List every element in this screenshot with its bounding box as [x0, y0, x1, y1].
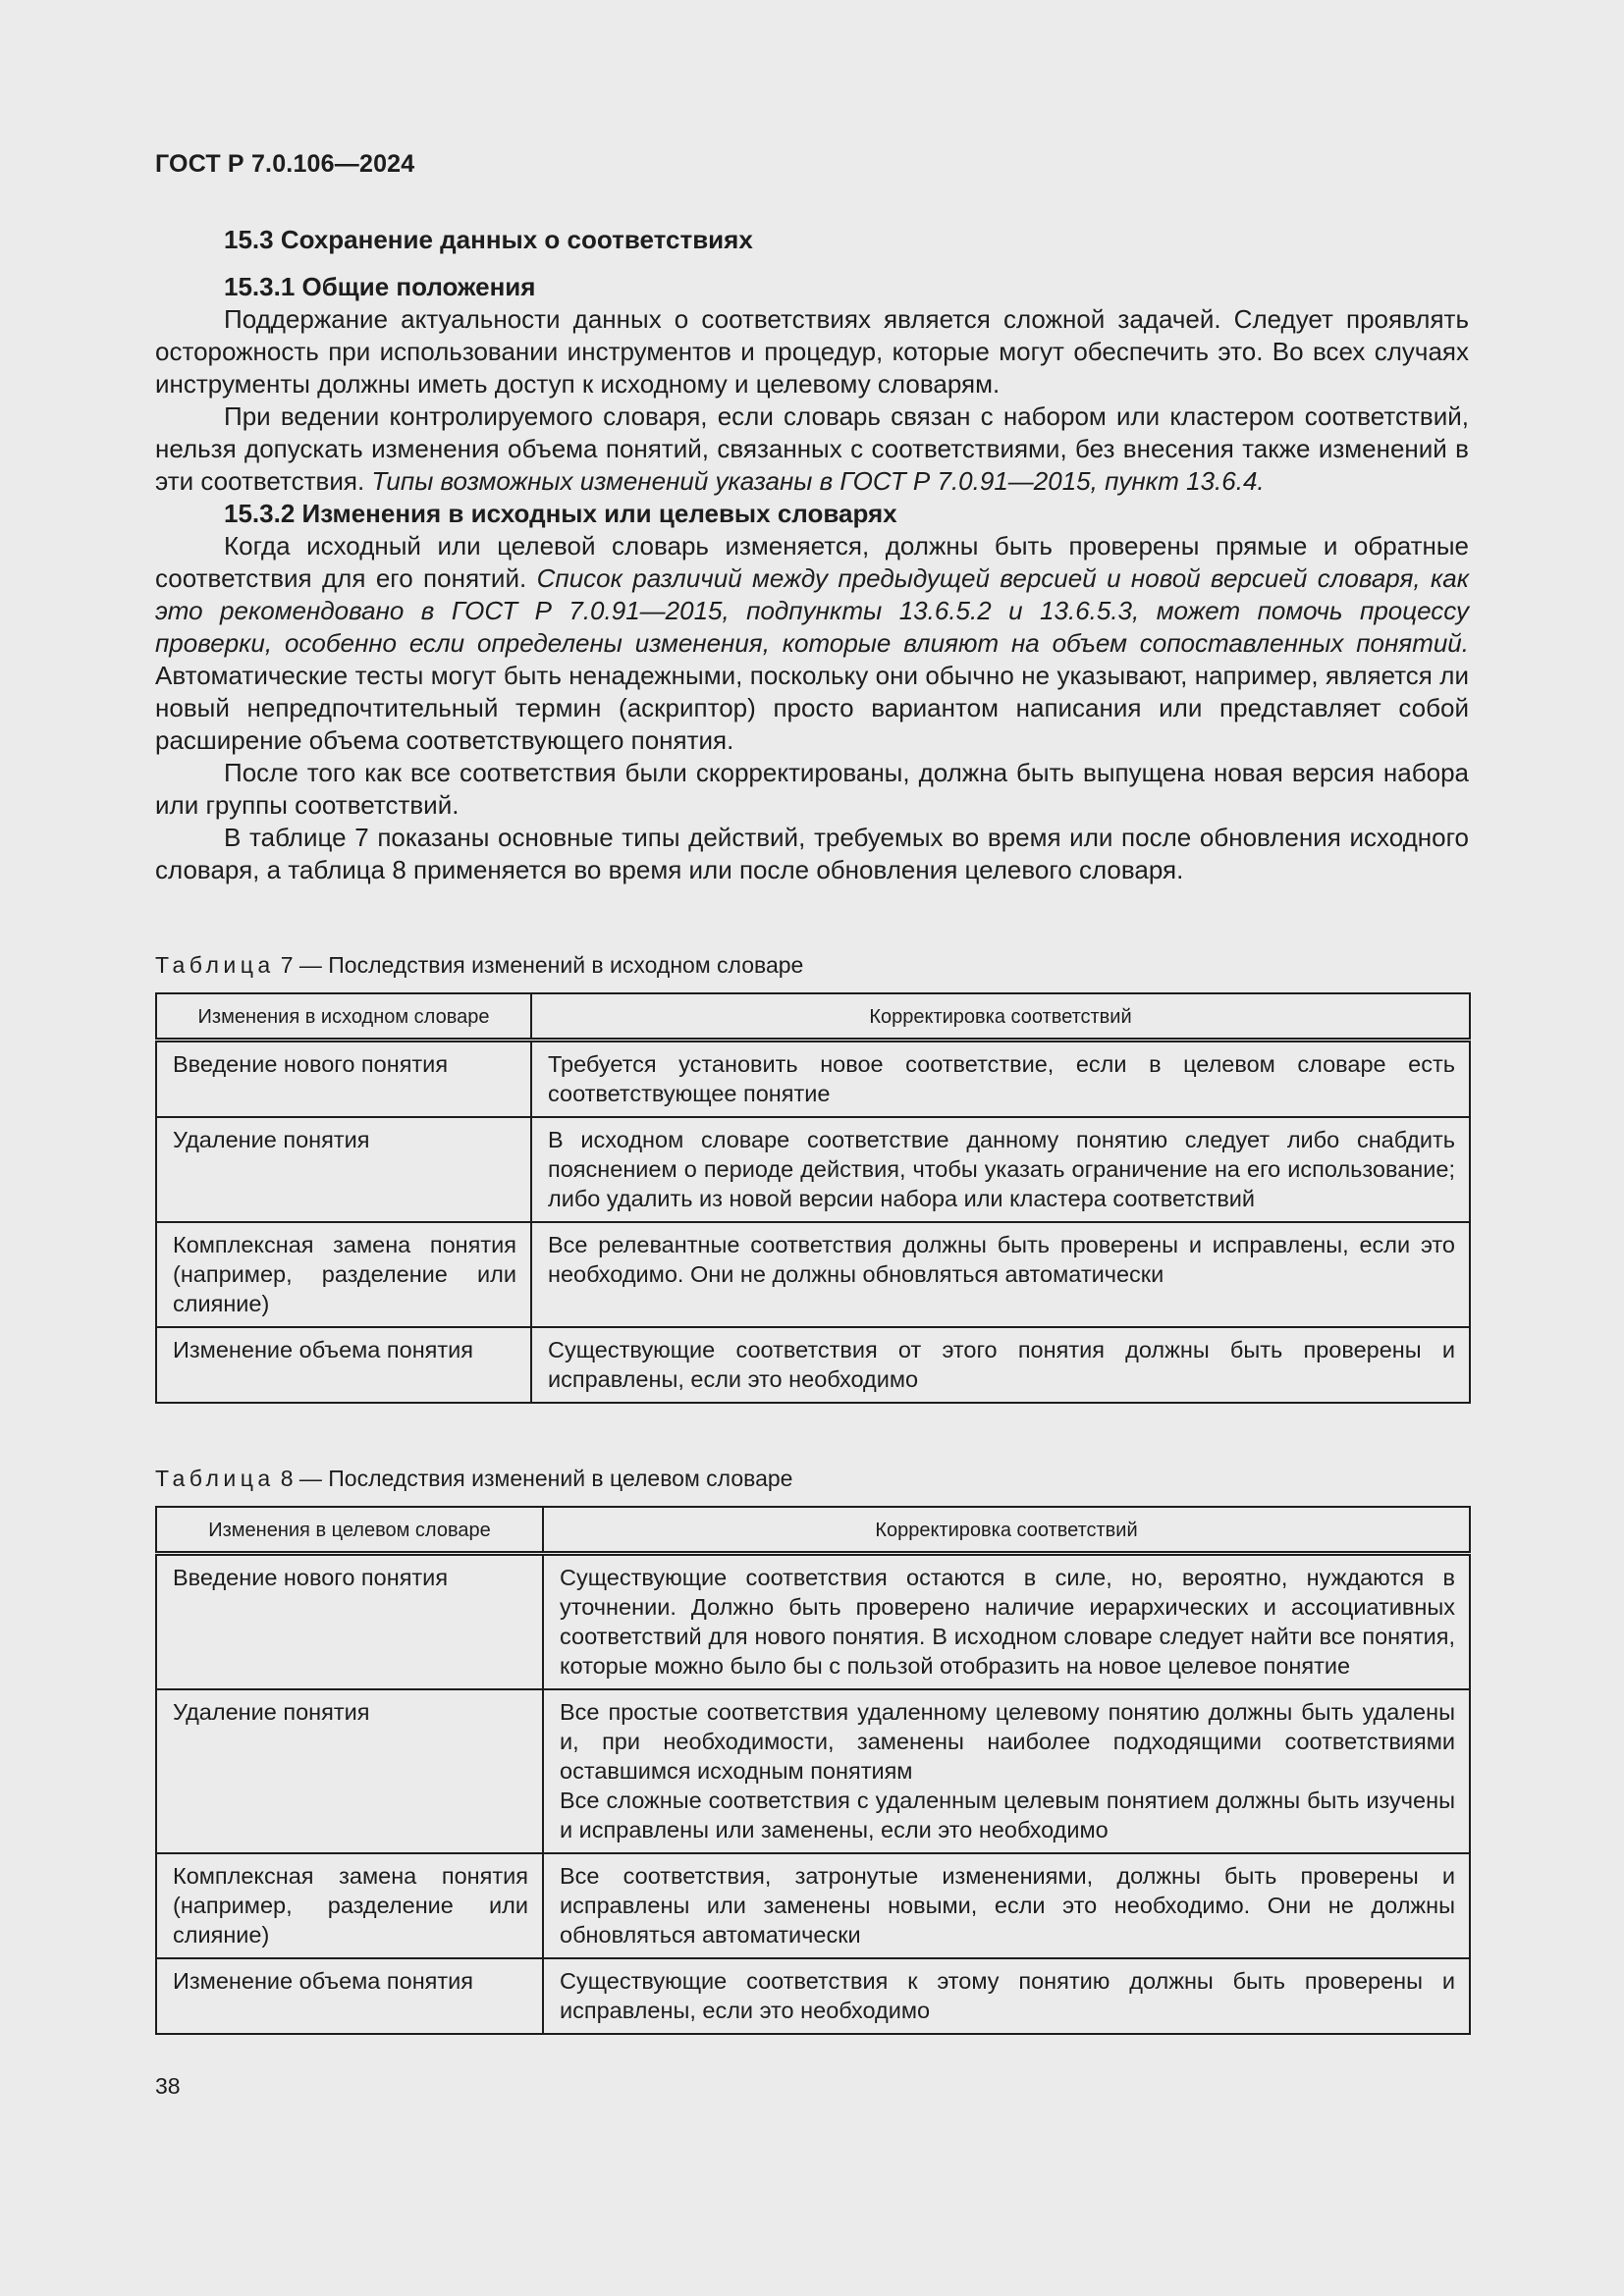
table-7-caption-text: 7 — Последствия изменений в исходном словаре — [280, 952, 804, 978]
paragraph-2-italic: Типы возможных изменений указаны в ГОСТ Р 7.0.91—2015, пункт 13.6.4. — [371, 466, 1265, 496]
table-cell: Существующие соответствия остаются в силе, но, вероятно, нуждаются в уточнении. Должно быть проверено наличие иерархических и ассоциативных соответствий для нового понятия. В исходном словаре следует найти все понятия, которые можно было бы с пользой отобразить на новое целевое понятие — [543, 1554, 1470, 1690]
table-cell: Существующие соответствия от этого понятия должны быть проверены и исправлены, если это необходимо — [531, 1327, 1470, 1403]
paragraph-3-text-c: Автоматические тесты могут быть ненадежными, поскольку они обычно не указывают, например, является ли новый непредпочтительный термин (аскриптор) просто вариантом написания или представляет собой расширение объема соответствующего понятия. — [155, 661, 1469, 755]
page-number: 38 — [155, 2073, 181, 2099]
table-8-caption-word: Таблица — [155, 1466, 275, 1491]
table-cell: Удаление понятия — [156, 1689, 543, 1853]
table-header-cell: Корректировка соответствий — [543, 1507, 1470, 1554]
table-7-caption — [155, 950, 803, 980]
table-row — [156, 1958, 1470, 2034]
table-header-cell: Корректировка соответствий — [531, 993, 1470, 1041]
table-row — [156, 1853, 1470, 1958]
paragraph-3-italic: Список различий между предыдущей версией и новой версией словаря, как это рекомендовано в ГОСТ Р 7.0.91—2015, подпункты 13.6.5.2 и 13.6.5.3, может помочь процессу проверки, особенно если определены изменения, которые влияют на объем сопоставленных понятий. — [155, 563, 1469, 658]
table-cell-paragraph: Все простые соответствия удаленному целевому понятию должны быть удалены и, при необходимости, заменены наиболее подходящими соответствиями оставшимся исходным понятиям — [560, 1699, 1455, 1784]
table-cell — [543, 1689, 1470, 1853]
table-cell: Введение нового понятия — [156, 1554, 543, 1690]
table-row — [156, 1689, 1470, 1853]
table-row — [156, 1554, 1470, 1690]
table-8 — [155, 1506, 1471, 2035]
table-8-caption — [155, 1464, 792, 1493]
table-header-cell: Изменения в целевом словаре — [156, 1507, 543, 1554]
table-row — [156, 1117, 1470, 1222]
table-cell: Изменение объема понятия — [156, 1958, 543, 2034]
paragraph-1: Поддержание актуальности данных о соответствиях является сложной задачей. Следует проявлять осторожность при использовании инструментов и процедур, которые могут обеспечить это. Во всех случаях инструменты должны иметь доступ к исходному и целевому словарям. — [155, 304, 1469, 399]
paragraph-4: После того как все соответствия были скорректированы, должна быть выпущена новая версия набора или группы соответствий. — [155, 758, 1469, 820]
table-7 — [155, 992, 1471, 1404]
table-header-row — [156, 1507, 1470, 1554]
table-cell: Все релевантные соответствия должны быть проверены и исправлены, если это необходимо. Они не должны обновляться автоматически — [531, 1222, 1470, 1327]
paragraph-2-text: При ведении контролируемого словаря, если словарь связан с набором или кластером соответствий, нельзя допускать изменения объема понятий, связанных с соответствиями, без внесения также изменений в эти соответствия. — [155, 401, 1469, 496]
table-7-caption-word: Таблица — [155, 952, 275, 978]
table-cell: Комплексная замена понятия (например, разделение или слияние) — [156, 1853, 543, 1958]
table-cell: В исходном словаре соответствие данному понятию следует либо снабдить пояснением о периоде действия, чтобы указать ограничение на его использование; либо удалить из новой версии набора или кластера соответствий — [531, 1117, 1470, 1222]
section-heading-15-3: 15.3 Сохранение данных о соответствиях — [224, 225, 753, 254]
document-code: ГОСТ Р 7.0.106—2024 — [155, 150, 415, 178]
table-cell: Изменение объема понятия — [156, 1327, 531, 1403]
table-cell-paragraph: Все сложные соответствия с удаленным целевым понятием должны быть изучены и исправлены или заменены, если это необходимо — [560, 1788, 1455, 1842]
table-cell: Комплексная замена понятия (например, разделение или слияние) — [156, 1222, 531, 1327]
table-cell: Все соответствия, затронутые изменениями, должны быть проверены и исправлены или заменены новыми, если это необходимо. Они не должны обновляться автоматически — [543, 1853, 1470, 1958]
table-cell: Существующие соответствия к этому понятию должны быть проверены и исправлены, если это необходимо — [543, 1958, 1470, 2034]
table-header-cell: Изменения в исходном словаре — [156, 993, 531, 1041]
subsection-heading-15-3-2: 15.3.2 Изменения в исходных или целевых словарях — [224, 499, 897, 528]
table-row — [156, 1041, 1470, 1118]
body-text — [155, 224, 1469, 886]
subsection-heading-15-3-1: 15.3.1 Общие положения — [224, 272, 536, 301]
table-row — [156, 1327, 1470, 1403]
table-cell: Введение нового понятия — [156, 1041, 531, 1118]
paragraph-3 — [155, 530, 1469, 757]
table-cell: Требуется установить новое соответствие, если в целевом словаре есть соответствующее понятие — [531, 1041, 1470, 1118]
paragraph-2 — [155, 400, 1469, 498]
table-row — [156, 1222, 1470, 1327]
paragraph-3-text-a: Когда исходный или целевой словарь изменяется, должны быть проверены прямые и обратные соответствия для его понятий. — [155, 531, 1469, 593]
paragraph-5: В таблице 7 показаны основные типы действий, требуемых во время или после обновления исходного словаря, а таблица 8 применяется во время или после обновления целевого словаря. — [155, 823, 1469, 884]
table-8-caption-text: 8 — Последствия изменений в целевом словаре — [280, 1466, 793, 1491]
table-cell: Удаление понятия — [156, 1117, 531, 1222]
table-header-row — [156, 993, 1470, 1041]
